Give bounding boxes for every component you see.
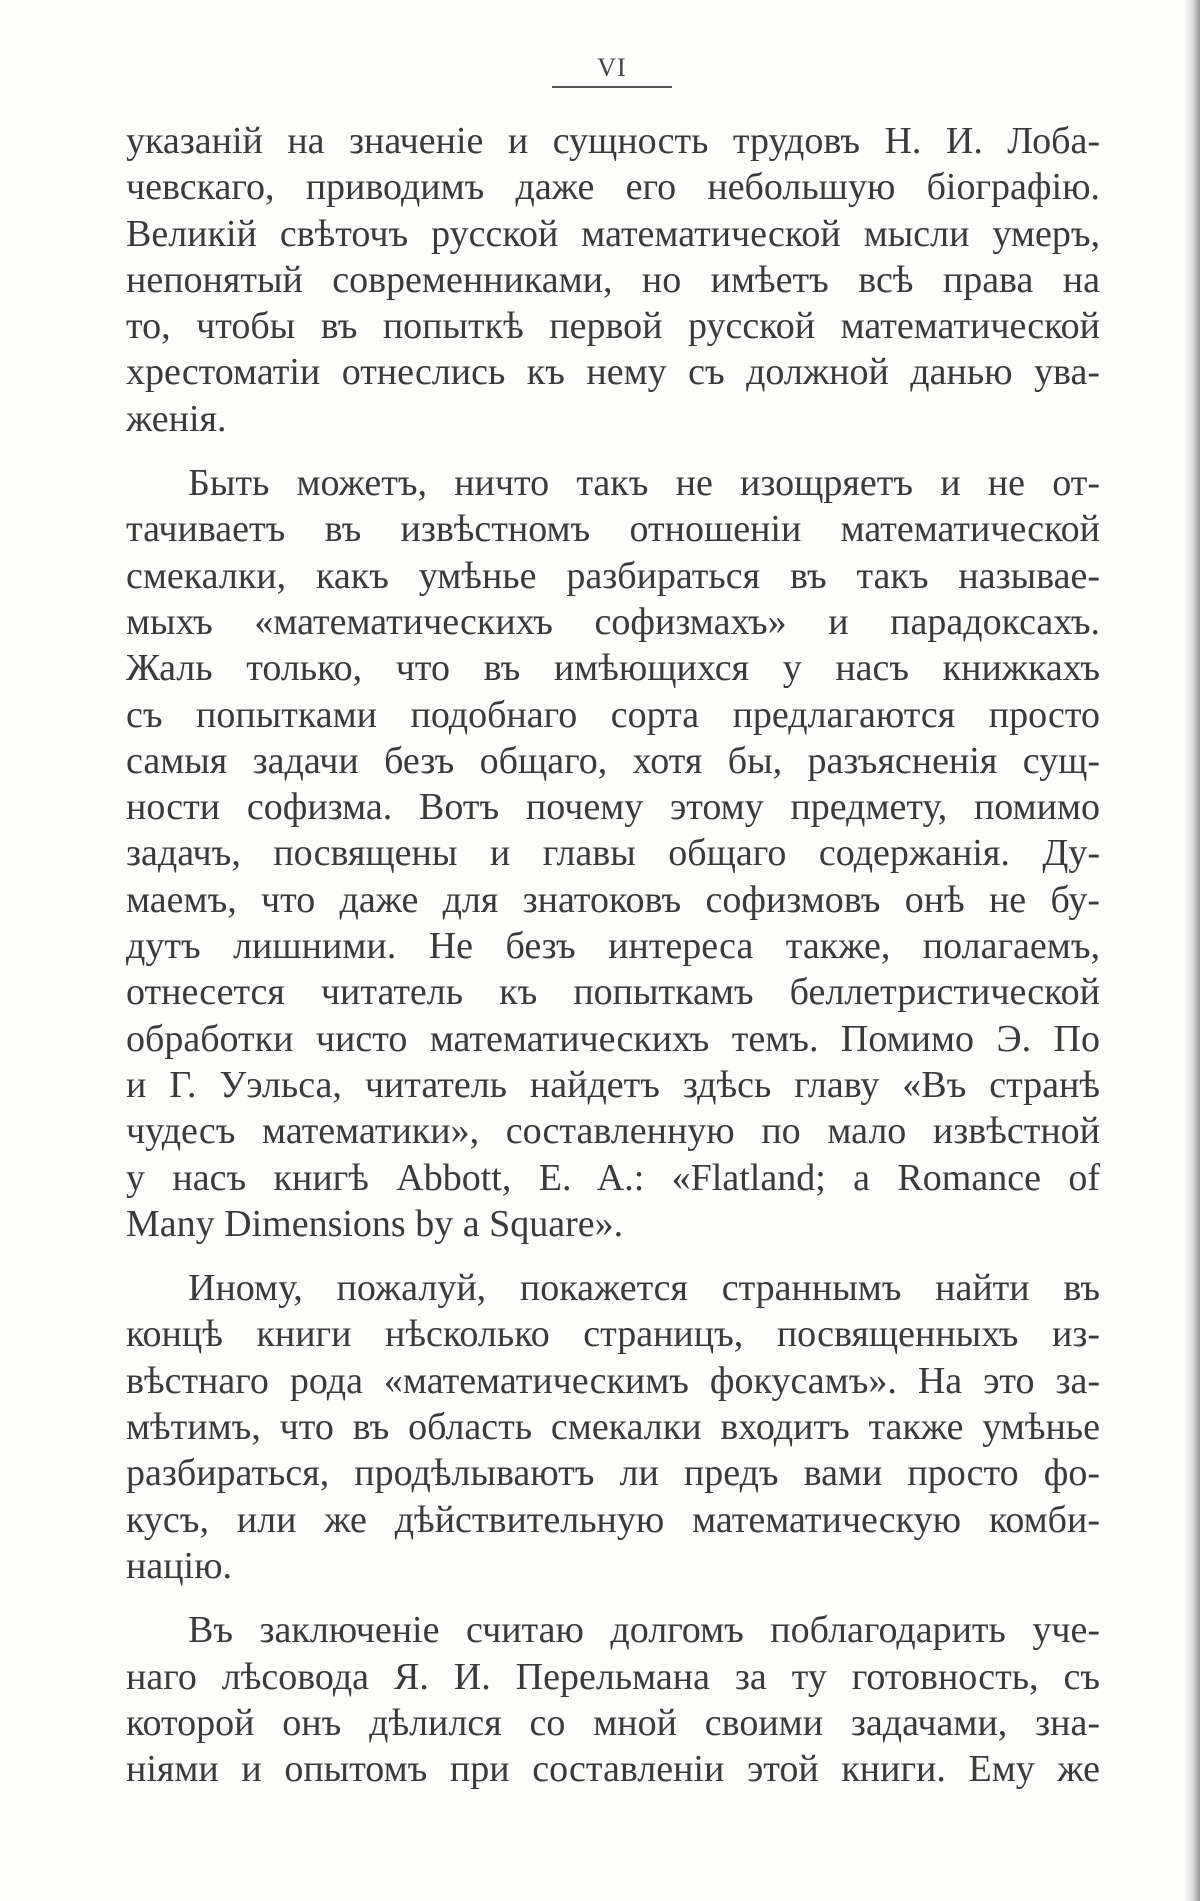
paragraph-gap	[126, 1247, 1100, 1265]
text-line: наго лѣсовода Я. И. Перельмана за ту готовность, съ	[126, 1655, 1100, 1698]
paragraph-gap	[126, 442, 1100, 460]
body-text	[126, 118, 1100, 1792]
text-line: тачиваетъ въ извѣстномъ отношеніи математической	[126, 508, 1100, 551]
text-line: указаній на значеніе и сущность трудовъ Н. И. Лоба-	[126, 120, 1100, 162]
text-line: Many Dimensions by a Square».	[126, 1202, 624, 1245]
text-line: отнесется читатель къ попыткамъ беллетристической	[126, 971, 1100, 1014]
header-rule	[552, 86, 672, 88]
text-line: смекалки, какъ умѣнье разбираться въ такъ называе-	[126, 554, 1100, 597]
paragraph-2	[126, 460, 1100, 1247]
text-line: обработки чисто математическихъ темъ. Помимо Э. По	[126, 1017, 1100, 1060]
text-line: чевскаго, приводимъ даже его небольшую біографію.	[126, 166, 1100, 209]
text-line: задачъ, посвящены и главы общаго содержанія. Ду-	[126, 832, 1100, 875]
text-line: которой онъ дѣлился со мной своими задачами, зна-	[126, 1701, 1100, 1744]
text-line: вѣстнаго рода «математическимъ фокусамъ». На это за-	[126, 1359, 1100, 1402]
text-line: Жаль только, что въ имѣющихся у насъ книжкахъ	[126, 647, 1100, 690]
text-line: Быть можетъ, ничто такъ не изощряетъ и не от-	[188, 462, 1100, 505]
text-line: дутъ лишними. Не безъ интереса также, полагаемъ,	[126, 925, 1100, 968]
page-number: VI	[597, 53, 627, 82]
paragraph-1	[126, 118, 1100, 442]
text-line: съ попытками подобнаго сорта предлагаются просто	[126, 693, 1100, 736]
text-line: маемъ, что даже для знатоковъ софизмовъ онѣ не бу-	[126, 878, 1100, 921]
text-line: Великій свѣточъ русской математической мысли умеръ,	[126, 212, 1100, 255]
text-line: чудесъ математики», составленную по мало извѣстной	[126, 1110, 1100, 1153]
text-line: націю.	[126, 1544, 232, 1587]
text-line: разбираться, продѣлываютъ ли предъ вами просто фо-	[126, 1452, 1100, 1495]
text-line: мыхъ «математическихъ софизмахъ» и парадоксахъ.	[126, 600, 1100, 643]
text-line: Иному, пожалуй, покажется страннымъ найти въ	[188, 1267, 1100, 1310]
text-line: мѣтимъ, что въ область смекалки входитъ также умѣнье	[126, 1406, 1100, 1449]
text-line: концѣ книги нѣсколько страницъ, посвященныхъ из-	[126, 1313, 1100, 1356]
text-line: ности софизма. Вотъ почему этому предмету, помимо	[126, 786, 1100, 829]
text-line: кусъ, или же дѣйствительную математическую комби-	[126, 1498, 1100, 1541]
text-line: то, чтобы въ попыткѣ первой русской математической	[126, 305, 1100, 348]
page-header	[552, 54, 672, 88]
text-line: и Г. Уэльса, читатель найдетъ здѣсь главу «Въ странѣ	[126, 1063, 1100, 1106]
page-edge-shadow	[1184, 0, 1200, 1901]
paragraph-4	[126, 1607, 1100, 1792]
text-line: хрестоматіи отнеслись къ нему съ должной данью ува-	[126, 351, 1100, 394]
text-line: Въ заключеніе считаю долгомъ поблагодарить уче-	[188, 1609, 1100, 1652]
text-line: ніями и опытомъ при составленіи этой книги. Ему же	[126, 1748, 1100, 1791]
text-line: непонятый современниками, но имѣетъ всѣ права на	[126, 258, 1100, 301]
text-line: самыя задачи безъ общаго, хотя бы, разъясненія сущ-	[126, 739, 1100, 782]
paragraph-3	[126, 1265, 1100, 1589]
paragraph-gap	[126, 1589, 1100, 1607]
text-line: женія.	[126, 397, 227, 440]
text-line: у насъ книгѣ Abbott, E. A.: «Flatland; a Romance of	[126, 1156, 1100, 1199]
